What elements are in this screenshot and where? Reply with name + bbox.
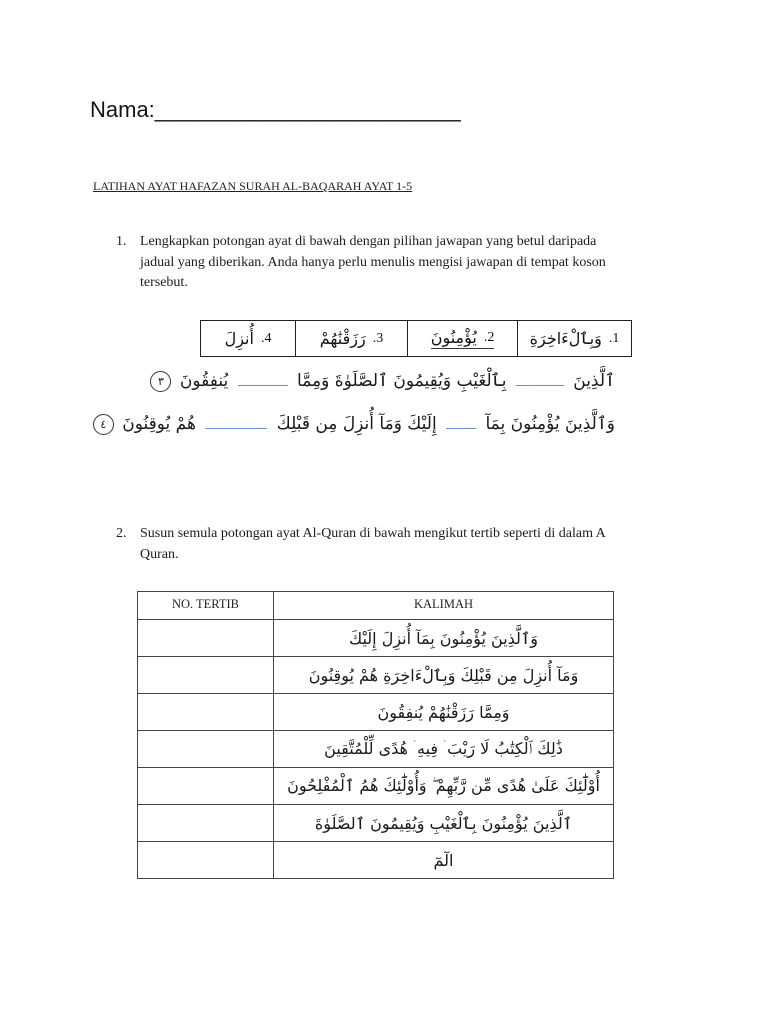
- question-2-number: 2.: [116, 526, 127, 541]
- order-number-cell: [138, 731, 274, 768]
- option-number: 4.: [260, 330, 272, 346]
- order-number-cell: [138, 842, 274, 879]
- kalimah-cell: ذَٰلِكَ ٱلْكِتَٰبُ لَا رَيْبَ ۛ فِيهِ ۛ هُدًى لِّلْمُتَّقِينَ: [274, 731, 614, 768]
- kalimah-cell: الٓمٓ: [274, 842, 614, 879]
- option-underlined-group: [431, 328, 495, 349]
- option-number: 2.: [483, 329, 495, 345]
- verse-text: وَٱلَّذِينَ يُؤْمِنُونَ بِمَآ: [485, 414, 615, 434]
- header-no-tertib: NO. TERTIB: [138, 592, 274, 620]
- ordering-table: [137, 591, 614, 879]
- kalimah-cell: وَمَآ أُنزِلَ مِن قَبْلِكَ وَبِٱلْءَاخِرَةِ هُمْ يُوقِنُونَ: [274, 657, 614, 694]
- option-cell-4: [201, 321, 295, 356]
- option-cell-2: [407, 321, 517, 356]
- answer-options-table: [200, 320, 632, 357]
- ayah-number-marker: ٣: [150, 371, 171, 392]
- kalimah-cell: وَمِمَّا رَزَقْنَٰهُمْ يُنفِقُونَ: [274, 694, 614, 731]
- instruction-line: jadual yang diberikan. Anda hanya perlu menulis mengisi jawapan di tempat koson: [140, 254, 606, 270]
- verse-3-line: [150, 366, 615, 396]
- table-row: [138, 657, 614, 694]
- option-number: 1.: [608, 330, 620, 346]
- instruction-line: Quran.: [140, 546, 179, 562]
- verse-text: بِٱلْغَيْبِ وَيُقِيمُونَ ٱلصَّلَوٰةَ وَمِمَّا: [297, 371, 507, 391]
- order-number-cell: [138, 768, 274, 805]
- table-row: [138, 768, 614, 805]
- option-word: أُنزِلَ: [224, 329, 254, 348]
- order-number-cell: [138, 805, 274, 842]
- option-word: رَزَقْنَٰهُمْ: [319, 329, 366, 348]
- ayah-number-marker: ٤: [93, 414, 114, 435]
- kalimah-cell: ٱلَّذِينَ يُؤْمِنُونَ بِٱلْغَيْبِ وَيُقِيمُونَ ٱلصَّلَوٰةَ: [274, 805, 614, 842]
- option-number: 3.: [372, 330, 384, 346]
- instruction-line: Susun semula potongan ayat Al-Quran di bawah mengikut tertib seperti di dalam A: [140, 526, 606, 541]
- option-word: يُؤْمِنُونَ: [430, 328, 477, 347]
- answer-blank: [205, 414, 267, 429]
- worksheet-title: LATIHAN AYAT HAFAZAN SURAH AL-BAQARAH AYAT 1-5: [93, 179, 413, 193]
- verse-text: إِلَيْكَ وَمَآ أُنزِلَ مِن قَبْلِكَ: [276, 414, 437, 434]
- answer-blank: [446, 414, 476, 429]
- instruction-line: tersebut.: [140, 275, 188, 290]
- verse-4-line: [93, 409, 615, 439]
- question-2-instruction: [140, 524, 606, 565]
- verse-text: يُنفِقُونَ: [179, 371, 229, 391]
- header-kalimah: KALIMAH: [274, 592, 614, 620]
- order-number-cell: [138, 657, 274, 694]
- instruction-line: Lengkapkan potongan ayat di bawah dengan pilihan jawapan yang betul daripada: [140, 234, 597, 249]
- kalimah-cell: أُوْلَٰٓئِكَ عَلَىٰ هُدًى مِّن رَّبِّهِمْ ۖ وَأُوْلَٰٓئِكَ هُمُ ٱلْمُفْلِحُونَ: [274, 768, 614, 805]
- verse-text: ٱلَّذِينَ: [573, 371, 615, 391]
- order-number-cell: [138, 620, 274, 657]
- table-row: [138, 842, 614, 879]
- table-header-row: [138, 592, 614, 620]
- table-row: [138, 620, 614, 657]
- option-cell-3: [295, 321, 407, 356]
- kalimah-cell: وَٱلَّذِينَ يُؤْمِنُونَ بِمَآ أُنزِلَ إِلَيْكَ: [274, 620, 614, 657]
- option-word: وَبِٱلْءَاخِرَةِ: [529, 329, 602, 348]
- table-row: [138, 805, 614, 842]
- answer-blank: [238, 371, 288, 386]
- name-field-label: Nama:_________________________: [90, 97, 461, 122]
- table-row: [138, 694, 614, 731]
- table-row: [138, 731, 614, 768]
- option-cell-1: [517, 321, 631, 356]
- answer-blank: [516, 371, 564, 386]
- order-number-cell: [138, 694, 274, 731]
- verse-text: هُمْ يُوقِنُونَ: [122, 414, 196, 434]
- question-1-number: 1.: [116, 234, 127, 249]
- question-1-instruction: [140, 232, 606, 294]
